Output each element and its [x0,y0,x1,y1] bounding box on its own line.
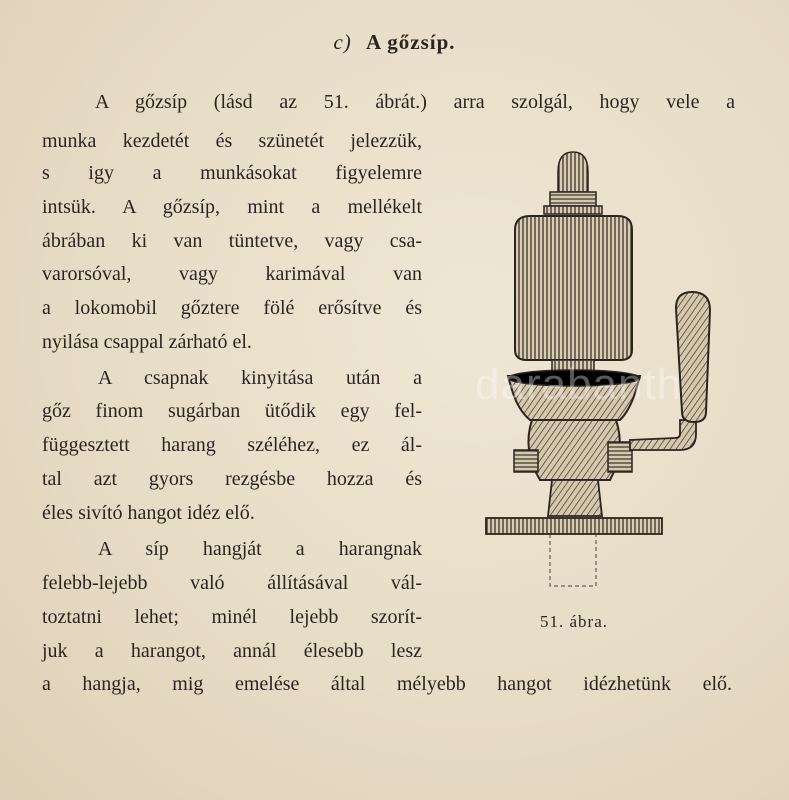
figure-caption: 51. ábra. [540,612,609,631]
section-title: A gőzsíp. [366,30,456,54]
text-line: varorsóval, vagy karimával van [42,263,422,285]
text-line: A gőzsíp (lásd az 51. ábrát.) arra szolgál, hogy vele a [95,91,735,113]
text-line: munka kezdetét és szünetét jelezzük, [42,130,422,152]
text-line: nyilása csappal zárható el. [42,331,252,353]
text-line: a hangja, mig emelése által mélyebb hangot idézhetünk elő. [42,673,732,695]
text-line: s igy a munkásokat figyelemre [42,162,422,184]
text-line: tal azt gyors rezgésbe hozza és [42,468,422,490]
text-line: juk a harangot, annál élesebb lesz [42,640,422,662]
text-line: A síp hangját a harangnak [98,538,422,560]
text-line: függesztett harang széléhez, ez ál- [42,434,422,456]
text-line: intsük. A gőzsíp, mint a mellékelt [42,196,422,218]
section-letter: c) [333,30,352,54]
section-heading [0,30,789,55]
text-line: toztatni lehet; minél lejebb szorít- [42,606,422,628]
text-line: A csapnak kinyitása után a [98,367,422,389]
text-line: felebb-lejebb való állításával vál- [42,572,422,594]
text-line: gőz finom sugárban ütődik egy fel- [42,400,422,422]
watermark-logo: darabanth [475,360,683,409]
text-line: éles sivító hangot idéz elő. [42,502,255,524]
text-line: ábrában ki van tüntetve, vagy csa- [42,230,422,252]
text-line: a lokomobil gőztere fölé erősítve és [42,297,422,319]
